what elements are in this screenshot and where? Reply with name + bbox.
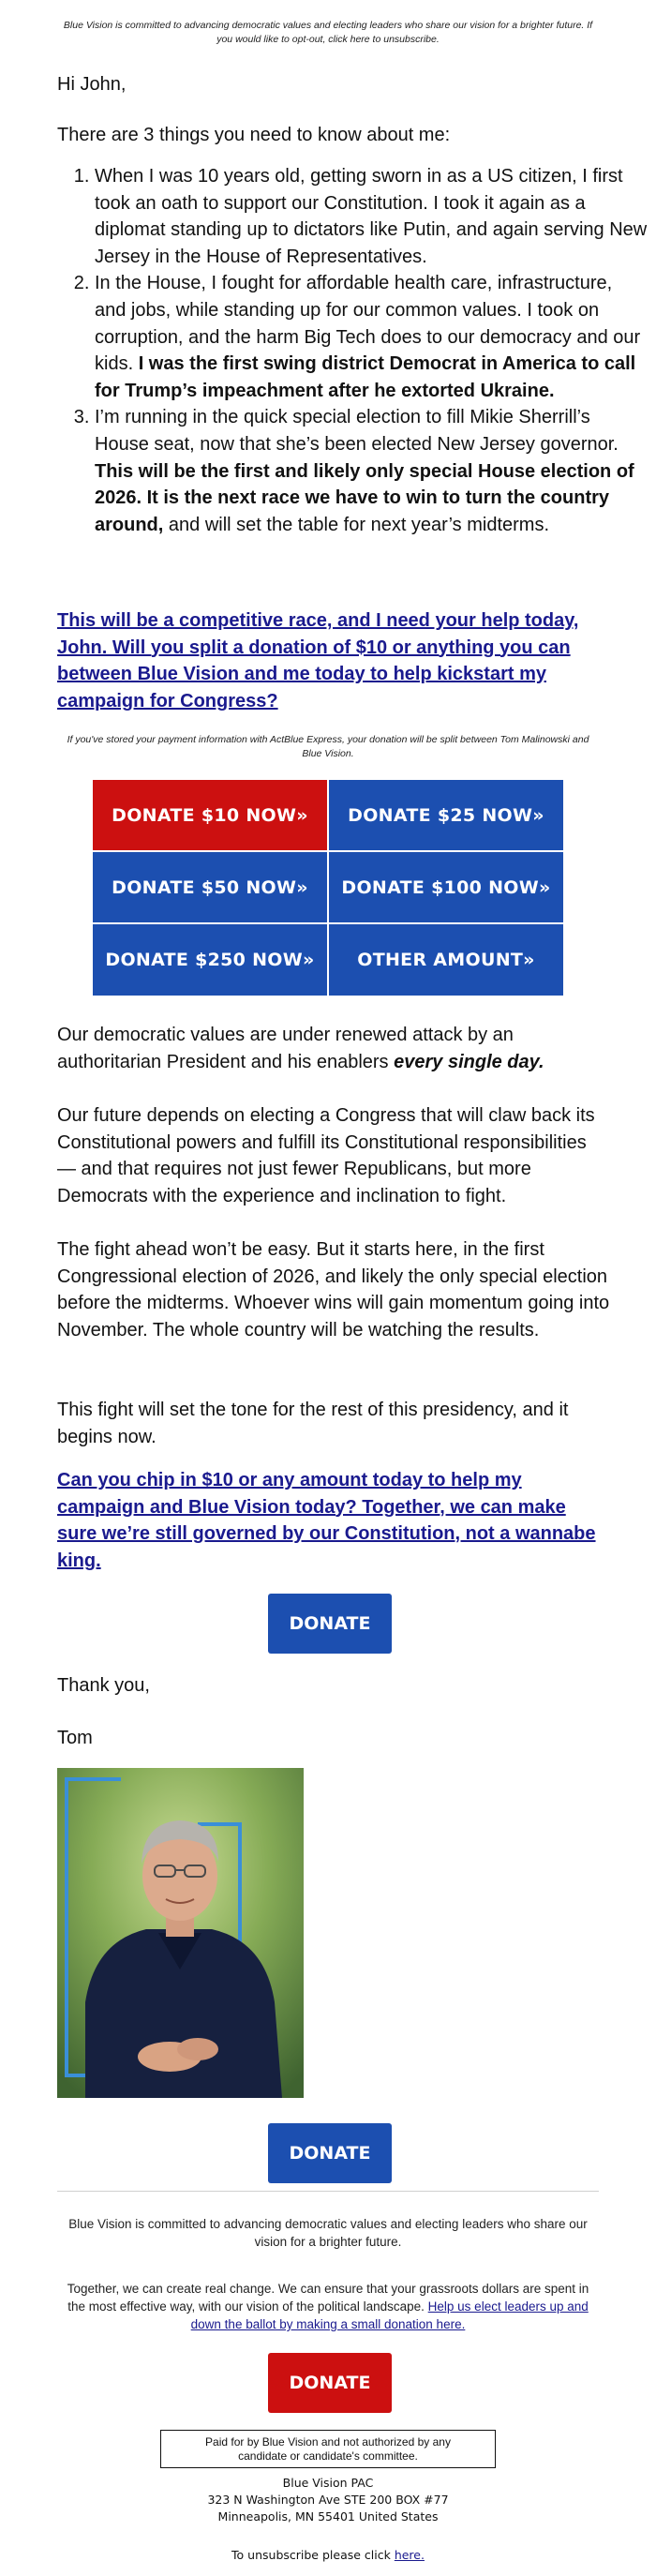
list-item — [95, 270, 648, 404]
body-paragraph-3: The fight ahead won’t be easy. But it starts here, in the first Congressional election of 2026, and likely the only special election before the midterms. Whoever wins will gain momentum going into November. The whole country will be watching the results. — [57, 1239, 610, 1340]
footer-together-text: Together, we can create real change. We can ensure that your grassroots dollars are spent in the most effective way, with our vision of the political landscape. — [67, 2282, 589, 2314]
donate-100-button[interactable]: DONATE $100 NOW» — [329, 852, 565, 924]
paid-for-disclaimer: Paid for by Blue Vision and not authorized by any candidate or candidate's committee. — [160, 2430, 496, 2468]
donation-ask-link[interactable]: This will be a competitive race, and I need your help today, John. Will you split a donation of $10 or anything you can between Blue Vision and me today to help kickstart my campaign for Congress? — [57, 610, 579, 711]
footer-donate-link[interactable]: Help us elect leaders up and down the ballot by making a small donation here. — [190, 2299, 589, 2331]
signature: Tom — [57, 1728, 93, 1748]
body-paragraph-1 — [57, 1022, 610, 1075]
donate-250-button[interactable]: DONATE $250 NOW» — [93, 924, 329, 997]
unsubscribe-link[interactable]: here. — [394, 2548, 425, 2562]
footer-donate-button[interactable]: DONATE — [268, 2353, 392, 2413]
candidate-portrait — [57, 1768, 304, 2098]
point-text-after: and will set the table for next year’s midterms. — [163, 514, 550, 535]
body-paragraph-4: This fight will set the tone for the rest of this presidency, and it begins now. — [57, 1400, 569, 1447]
body-paragraph-2: Our future depends on electing a Congress that will claw back its Constitutional powers and fulfill its Constitutional responsibilities — and that requires not just fewer Republicans, but more Democrats with the experience and inclination to fight. — [57, 1105, 595, 1206]
donate-button[interactable]: DONATE — [268, 1594, 392, 1654]
point-emphasis: This will be the first and likely only special House election of 2026. It is the next race we have to win to turn the country around, — [95, 460, 634, 535]
donate-50-button[interactable]: DONATE $50 NOW» — [93, 852, 329, 924]
point-emphasis: I was the first swing district Democrat in America to call for Trump’s impeachment after he extorted Ukraine. — [95, 353, 636, 401]
point-text: In the House, I fought for affordable health care, infrastructure, and jobs, while standing up for our common values. I took on corruption, and the harm Big Tech does to our democracy and our kids. — [95, 273, 641, 375]
donate-amount-grid — [93, 780, 565, 997]
footer-divider — [57, 2191, 599, 2192]
org-name: Blue Vision PAC — [282, 2476, 374, 2490]
body-text: Our democratic values are under renewed attack by an authoritarian President and his enablers — [57, 1025, 514, 1072]
address-line-2: Minneapolis, MN 55401 United States — [217, 2509, 439, 2524]
unsubscribe-text: To unsubscribe please click — [231, 2548, 395, 2562]
signoff: Thank you, — [57, 1675, 150, 1696]
footer-address — [57, 2475, 599, 2525]
donate-10-button[interactable]: DONATE $10 NOW» — [93, 780, 329, 852]
candidate-photo — [57, 1768, 304, 2098]
donate-other-amount-button[interactable]: OTHER AMOUNT» — [329, 924, 565, 997]
footer-mission: Blue Vision is committed to advancing democratic values and electing leaders who share our vision for a brighter future. — [68, 2217, 588, 2249]
list-item — [95, 163, 648, 270]
point-text: When I was 10 years old, getting sworn in as a US citizen, I first took an oath to support our Constitution. I took it again as a diplomat standing up to dictators like Putin, and again serving New Jersey in the House of Representatives. — [95, 166, 648, 267]
point-text: I’m running in the quick special election to fill Mikie Sherrill’s House seat, now that she’s been elected New Jersey governor. — [95, 407, 619, 455]
unsubscribe-line — [57, 2547, 599, 2564]
intro-text: There are 3 things you need to know about me: — [57, 125, 451, 145]
actblue-note: If you've stored your payment information with ActBlue Express, your donation will be split between Tom Malinowski and Blue Vision. — [67, 734, 589, 759]
body-emphasis: every single day. — [394, 1051, 544, 1072]
header-note: Blue Vision is committed to advancing democratic values and electing leaders who share our vision for a brighter future. If you would like to opt-out, click here to unsubscribe. — [63, 20, 593, 45]
footer-together — [57, 2280, 599, 2333]
donate-25-button[interactable]: DONATE $25 NOW» — [329, 780, 565, 852]
key-points-list — [57, 163, 648, 538]
address-line-1: 323 N Washington Ave STE 200 BOX #77 — [207, 2493, 449, 2507]
greeting: Hi John, — [57, 74, 127, 95]
donate-button-secondary[interactable]: DONATE — [268, 2123, 392, 2183]
list-item — [95, 404, 648, 538]
chip-in-link[interactable]: Can you chip in $10 or any amount today to help my campaign and Blue Vision today? Together, we can make sure we’re still governed by our Constitution, not a wannabe king. — [57, 1470, 596, 1571]
